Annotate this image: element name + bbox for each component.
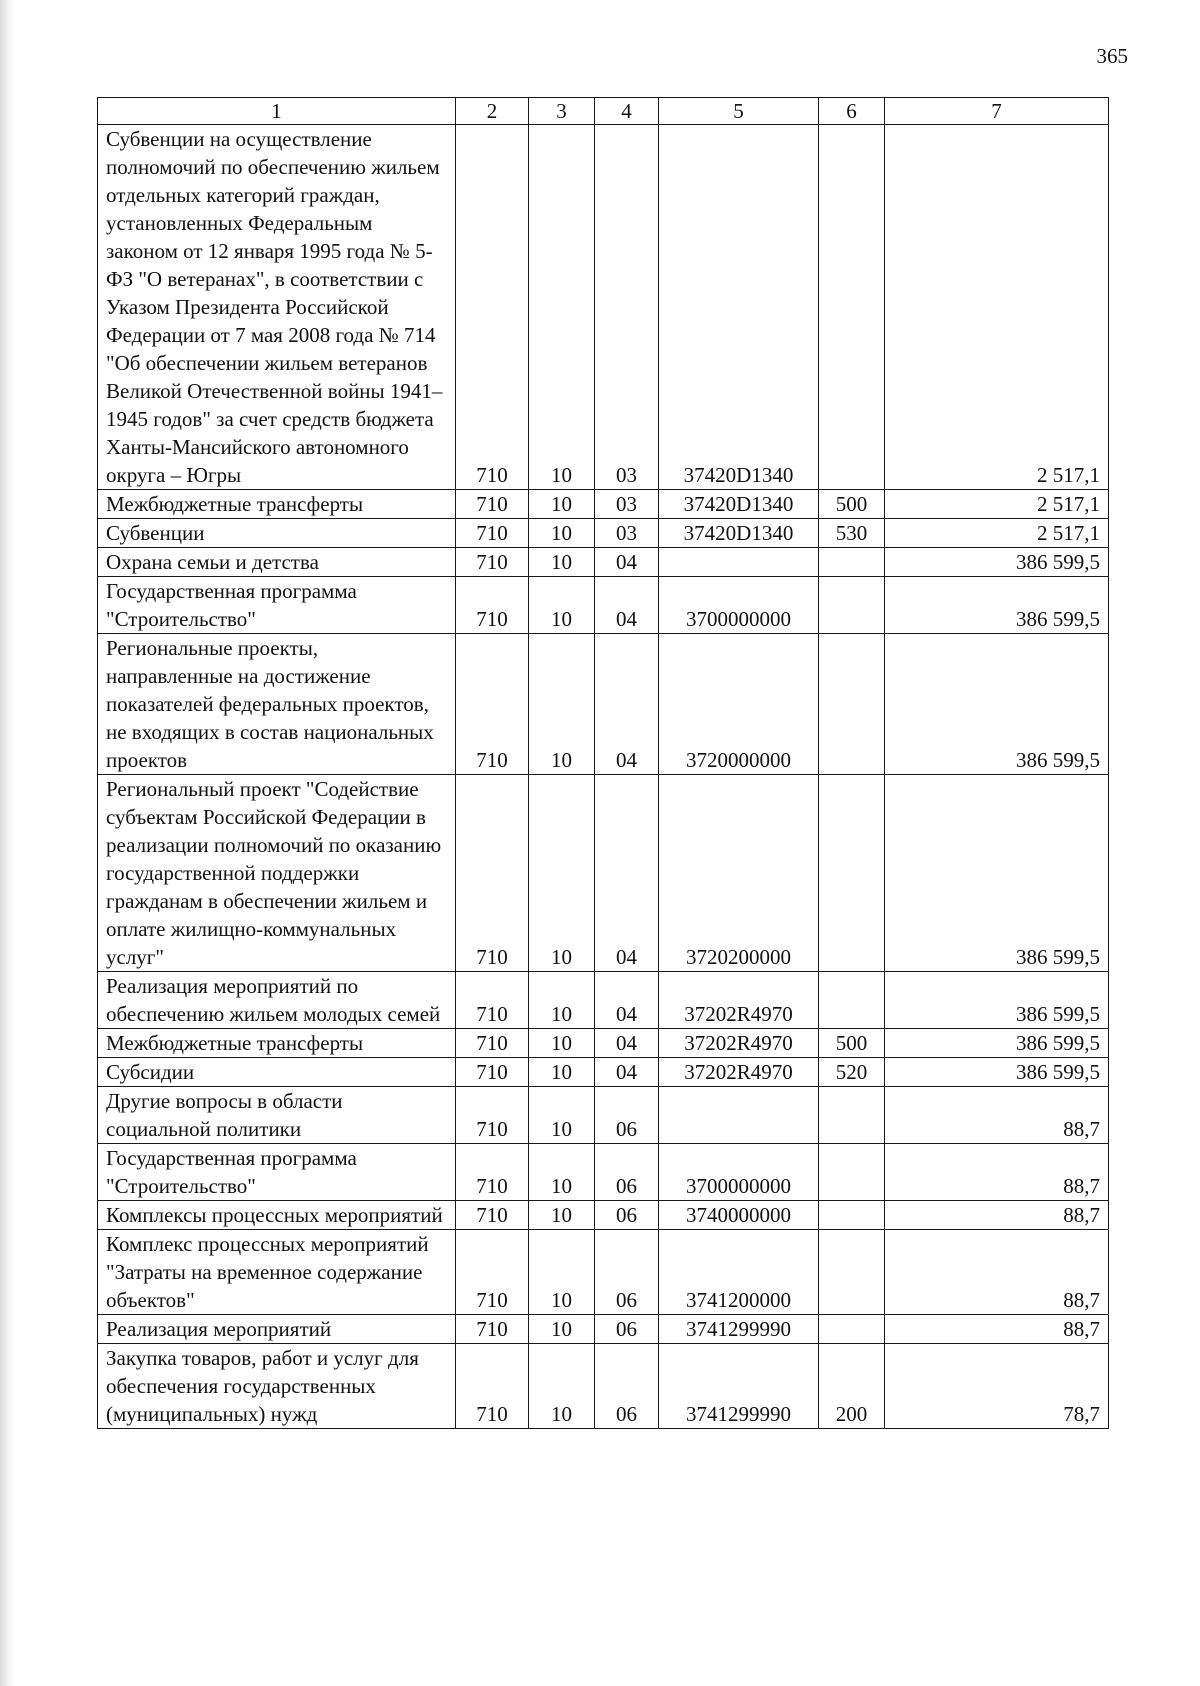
table-row bbox=[98, 1058, 1109, 1087]
cell-expense-type bbox=[819, 1087, 885, 1144]
cell-amount: 2 517,1 bbox=[885, 490, 1109, 519]
header-row bbox=[98, 98, 1109, 125]
cell-section: 10 bbox=[529, 634, 595, 775]
cell-name: Реализация мероприятий по обеспечению жильем молодых семей bbox=[98, 972, 456, 1029]
cell-subsection: 04 bbox=[595, 1029, 659, 1058]
table-row bbox=[98, 1201, 1109, 1230]
cell-target-article: 37202R4970 bbox=[659, 1029, 819, 1058]
cell-section: 10 bbox=[529, 1315, 595, 1344]
cell-subsection: 03 bbox=[595, 125, 659, 490]
cell-expense-type bbox=[819, 125, 885, 490]
table-row bbox=[98, 1230, 1109, 1315]
cell-name: Межбюджетные трансферты bbox=[98, 1029, 456, 1058]
cell-admin-code: 710 bbox=[456, 972, 529, 1029]
table-row bbox=[98, 490, 1109, 519]
cell-subsection: 04 bbox=[595, 972, 659, 1029]
cell-name: Субсидии bbox=[98, 1058, 456, 1087]
header-cell-6: 6 bbox=[819, 98, 885, 125]
cell-admin-code: 710 bbox=[456, 634, 529, 775]
cell-amount: 386 599,5 bbox=[885, 972, 1109, 1029]
cell-section: 10 bbox=[529, 775, 595, 972]
cell-name: Другие вопросы в области социальной политики bbox=[98, 1087, 456, 1144]
cell-target-article: 3700000000 bbox=[659, 1144, 819, 1201]
header-cell-4: 4 bbox=[595, 98, 659, 125]
cell-amount: 2 517,1 bbox=[885, 519, 1109, 548]
table-row bbox=[98, 548, 1109, 577]
cell-subsection: 06 bbox=[595, 1087, 659, 1144]
cell-admin-code: 710 bbox=[456, 577, 529, 634]
cell-subsection: 06 bbox=[595, 1201, 659, 1230]
cell-name: Субвенции на осуществление полномочий по обеспечению жильем отдельных категорий граждан, установленных Федеральным законом от 12 января 1995 года № 5-ФЗ "О ветеранах", в соответствии с Указом Президента Российской Федерации от 7 мая 2008 года № 714 "Об обеспечении жильем ветеранов Великой Отечественной войны 1941–1945 годов" за счет средств бюджета Ханты-Мансийского автономного округа – Югры bbox=[98, 125, 456, 490]
cell-amount: 88,7 bbox=[885, 1201, 1109, 1230]
cell-target-article: 37420D1340 bbox=[659, 519, 819, 548]
cell-admin-code: 710 bbox=[456, 1315, 529, 1344]
cell-target-article bbox=[659, 548, 819, 577]
cell-target-article: 3740000000 bbox=[659, 1201, 819, 1230]
table-row bbox=[98, 1344, 1109, 1429]
cell-target-article: 37202R4970 bbox=[659, 972, 819, 1029]
cell-expense-type: 520 bbox=[819, 1058, 885, 1087]
header-cell-3: 3 bbox=[529, 98, 595, 125]
cell-subsection: 06 bbox=[595, 1230, 659, 1315]
cell-name: Межбюджетные трансферты bbox=[98, 490, 456, 519]
cell-expense-type: 500 bbox=[819, 490, 885, 519]
cell-admin-code: 710 bbox=[456, 775, 529, 972]
cell-section: 10 bbox=[529, 1087, 595, 1144]
cell-amount: 386 599,5 bbox=[885, 1029, 1109, 1058]
cell-section: 10 bbox=[529, 1230, 595, 1315]
cell-expense-type: 500 bbox=[819, 1029, 885, 1058]
cell-expense-type bbox=[819, 548, 885, 577]
cell-name: Региональные проекты, направленные на достижение показателей федеральных проектов, не входящих в состав национальных проектов bbox=[98, 634, 456, 775]
cell-target-article: 3720000000 bbox=[659, 634, 819, 775]
cell-target-article: 3741299990 bbox=[659, 1315, 819, 1344]
cell-amount: 386 599,5 bbox=[885, 634, 1109, 775]
cell-name: Комплекс процессных мероприятий "Затраты на временное содержание объектов" bbox=[98, 1230, 456, 1315]
cell-amount: 88,7 bbox=[885, 1087, 1109, 1144]
cell-subsection: 04 bbox=[595, 548, 659, 577]
cell-subsection: 04 bbox=[595, 634, 659, 775]
cell-target-article: 37420D1340 bbox=[659, 490, 819, 519]
table-row bbox=[98, 1087, 1109, 1144]
table-row bbox=[98, 775, 1109, 972]
cell-target-article: 3741200000 bbox=[659, 1230, 819, 1315]
cell-section: 10 bbox=[529, 490, 595, 519]
cell-amount: 88,7 bbox=[885, 1230, 1109, 1315]
cell-admin-code: 710 bbox=[456, 1029, 529, 1058]
cell-amount: 88,7 bbox=[885, 1144, 1109, 1201]
cell-target-article bbox=[659, 1087, 819, 1144]
cell-section: 10 bbox=[529, 519, 595, 548]
cell-admin-code: 710 bbox=[456, 1058, 529, 1087]
cell-section: 10 bbox=[529, 1201, 595, 1230]
cell-name: Закупка товаров, работ и услуг для обеспечения государственных (муниципальных) нужд bbox=[98, 1344, 456, 1429]
cell-target-article: 37420D1340 bbox=[659, 125, 819, 490]
cell-section: 10 bbox=[529, 548, 595, 577]
cell-expense-type bbox=[819, 972, 885, 1029]
cell-target-article: 37202R4970 bbox=[659, 1058, 819, 1087]
cell-section: 10 bbox=[529, 1144, 595, 1201]
cell-expense-type bbox=[819, 634, 885, 775]
table-row bbox=[98, 972, 1109, 1029]
cell-expense-type bbox=[819, 1315, 885, 1344]
cell-admin-code: 710 bbox=[456, 1144, 529, 1201]
cell-admin-code: 710 bbox=[456, 519, 529, 548]
cell-amount: 386 599,5 bbox=[885, 775, 1109, 972]
cell-name: Охрана семьи и детства bbox=[98, 548, 456, 577]
cell-name: Реализация мероприятий bbox=[98, 1315, 456, 1344]
cell-expense-type bbox=[819, 577, 885, 634]
cell-admin-code: 710 bbox=[456, 1201, 529, 1230]
cell-expense-type bbox=[819, 1230, 885, 1315]
cell-amount: 78,7 bbox=[885, 1344, 1109, 1429]
cell-admin-code: 710 bbox=[456, 1344, 529, 1429]
cell-amount: 386 599,5 bbox=[885, 548, 1109, 577]
cell-subsection: 03 bbox=[595, 519, 659, 548]
cell-admin-code: 710 bbox=[456, 125, 529, 490]
cell-expense-type: 200 bbox=[819, 1344, 885, 1429]
cell-name: Государственная программа "Строительство" bbox=[98, 577, 456, 634]
cell-name: Комплексы процессных мероприятий bbox=[98, 1201, 456, 1230]
cell-amount: 386 599,5 bbox=[885, 1058, 1109, 1087]
cell-subsection: 04 bbox=[595, 1058, 659, 1087]
cell-admin-code: 710 bbox=[456, 1230, 529, 1315]
cell-target-article: 3720200000 bbox=[659, 775, 819, 972]
table-row bbox=[98, 519, 1109, 548]
header-cell-7: 7 bbox=[885, 98, 1109, 125]
cell-subsection: 06 bbox=[595, 1315, 659, 1344]
cell-name: Региональный проект "Содействие субъектам Российской Федерации в реализации полномочий по оказанию государственной поддержки гражданам в обеспечении жильем и оплате жилищно-коммунальных услуг" bbox=[98, 775, 456, 972]
cell-name: Субвенции bbox=[98, 519, 456, 548]
table-row bbox=[98, 1029, 1109, 1058]
header-cell-2: 2 bbox=[456, 98, 529, 125]
cell-target-article: 3700000000 bbox=[659, 577, 819, 634]
cell-expense-type bbox=[819, 1144, 885, 1201]
cell-amount: 386 599,5 bbox=[885, 577, 1109, 634]
cell-expense-type: 530 bbox=[819, 519, 885, 548]
cell-section: 10 bbox=[529, 125, 595, 490]
cell-admin-code: 710 bbox=[456, 548, 529, 577]
cell-subsection: 06 bbox=[595, 1144, 659, 1201]
table-row bbox=[98, 577, 1109, 634]
cell-subsection: 04 bbox=[595, 577, 659, 634]
scan-edge bbox=[0, 0, 14, 1686]
cell-amount: 88,7 bbox=[885, 1315, 1109, 1344]
cell-target-article: 3741299990 bbox=[659, 1344, 819, 1429]
header-cell-5: 5 bbox=[659, 98, 819, 125]
cell-subsection: 04 bbox=[595, 775, 659, 972]
cell-subsection: 03 bbox=[595, 490, 659, 519]
table-row bbox=[98, 1144, 1109, 1201]
page-number: 365 bbox=[1096, 44, 1128, 68]
cell-section: 10 bbox=[529, 577, 595, 634]
cell-section: 10 bbox=[529, 972, 595, 1029]
table-row bbox=[98, 1315, 1109, 1344]
header-cell-1: 1 bbox=[98, 98, 456, 125]
table-row bbox=[98, 634, 1109, 775]
cell-expense-type bbox=[819, 1201, 885, 1230]
cell-section: 10 bbox=[529, 1058, 595, 1087]
cell-subsection: 06 bbox=[595, 1344, 659, 1429]
cell-expense-type bbox=[819, 775, 885, 972]
table-body bbox=[98, 98, 1109, 1429]
cell-section: 10 bbox=[529, 1344, 595, 1429]
budget-table bbox=[97, 97, 1109, 1429]
cell-amount: 2 517,1 bbox=[885, 125, 1109, 490]
cell-name: Государственная программа "Строительство" bbox=[98, 1144, 456, 1201]
cell-section: 10 bbox=[529, 1029, 595, 1058]
table-row bbox=[98, 125, 1109, 490]
cell-admin-code: 710 bbox=[456, 490, 529, 519]
cell-admin-code: 710 bbox=[456, 1087, 529, 1144]
